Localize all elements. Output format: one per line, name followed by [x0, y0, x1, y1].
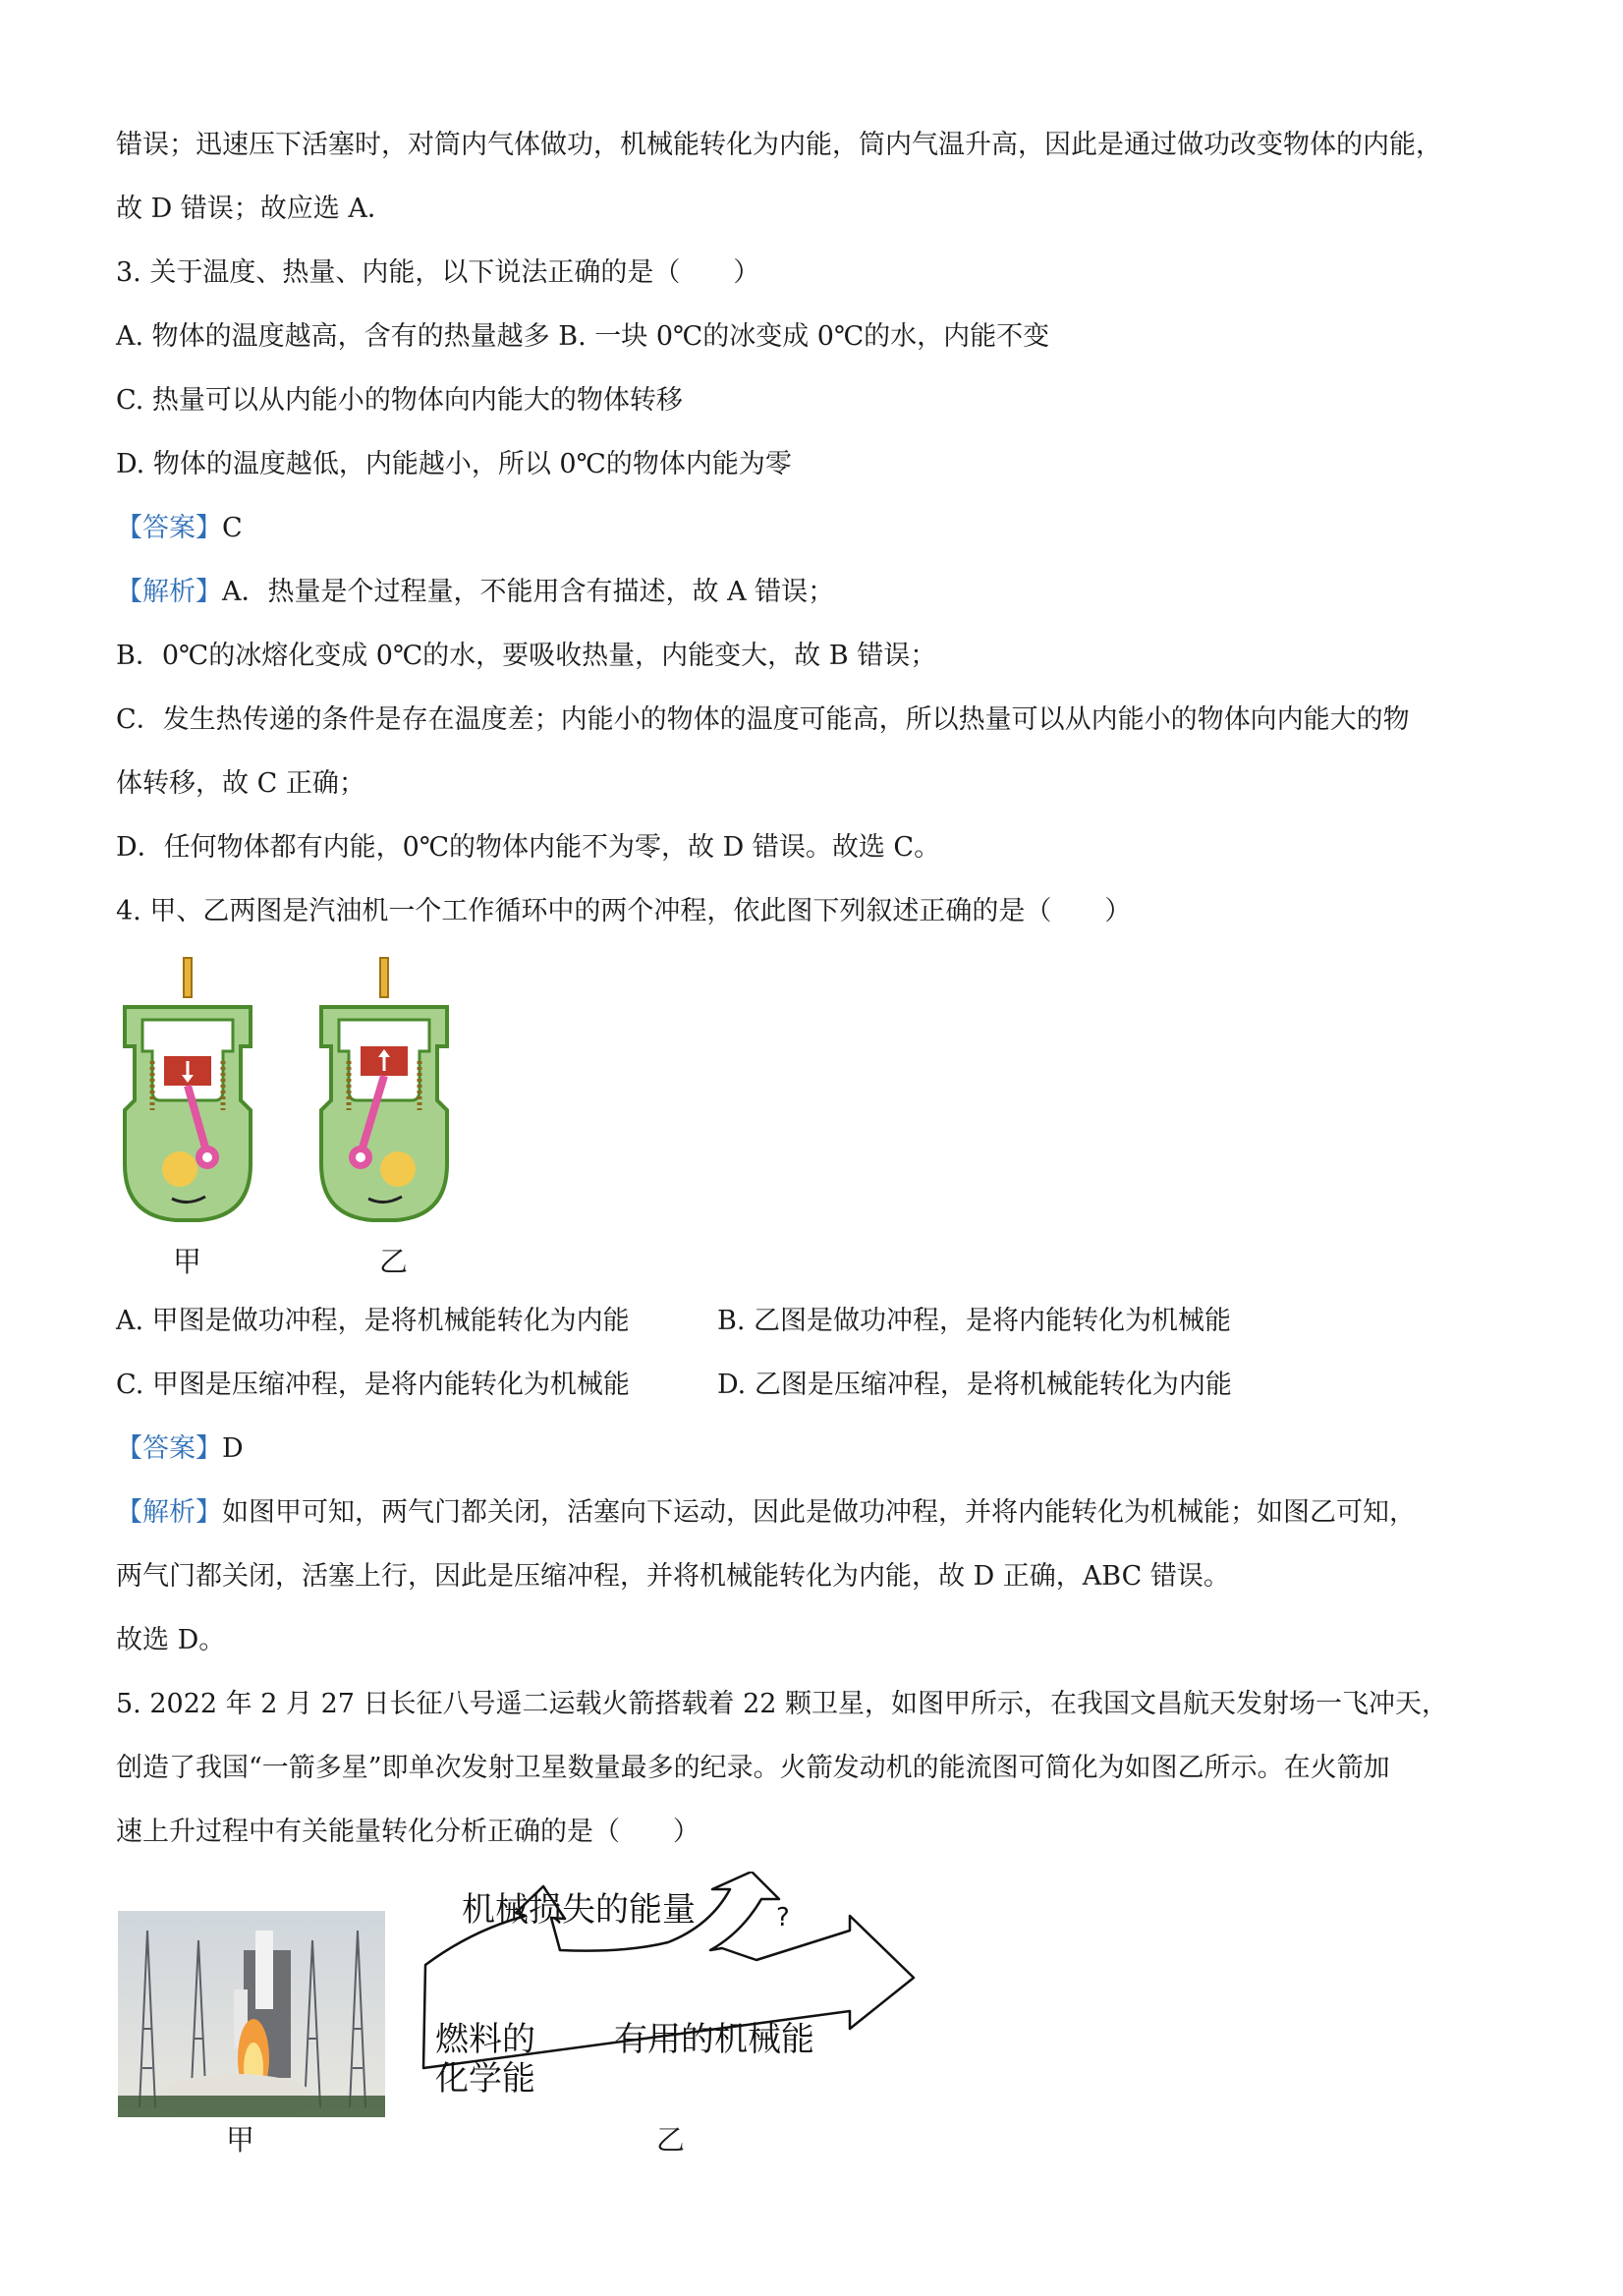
q4-answer [116, 1429, 1531, 1469]
q4-option-b: B. 乙图是做功冲程，是将内能转化为机械能 [717, 1306, 1232, 1336]
flow-diagram-label: 乙 [656, 2123, 686, 2156]
flow-fuel-label-2: 化学能 [435, 2059, 535, 2099]
text-line-2: 故 D 错误；故应选 A． [116, 194, 394, 224]
q4-analysis-cont: 两气门都关闭，活塞上行，因此是压缩冲程，并将机械能转化为内能，故 D 正确，ABC 错误。 [116, 1561, 1230, 1592]
q3-option-d: D. 物体的温度越低，内能越小，所以 0℃的物体内能为零 [116, 449, 792, 479]
q4-option-a: A. 甲图是做功冲程，是将机械能转化为内能 [116, 1306, 630, 1336]
q3-options-ab: A. 物体的温度越高，含有的热量越多 B. 一块 0℃的冰变成 0℃的水，内能不变 [116, 321, 1050, 352]
flow-useful-label: 有用的机械能 [614, 2020, 814, 2059]
answer-value: D [222, 1433, 244, 1464]
rocket-launch-photo [118, 1911, 385, 2117]
engine-jia-label: 甲 [173, 1245, 202, 1278]
answer-tag: 【答案】 [116, 1433, 222, 1464]
analysis-text: A．热量是个过程量，不能用含有描述，故 A 错误； [222, 577, 835, 607]
analysis-tag: 【解析】 [116, 1497, 222, 1528]
q3-analysis-d: D．任何物体都有内能，0℃的物体内能不为零，故 D 错误。故选 C。 [116, 832, 941, 863]
answer-tag: 【答案】 [116, 513, 222, 543]
q4-option-c: C. 甲图是压缩冲程，是将内能转化为机械能 [116, 1370, 630, 1400]
text-line-1: 错误；迅速压下活塞时，对筒内气体做功，机械能转化为内能，筒内气温升高，因此是通过做功改变物体的内能， [116, 130, 1442, 160]
q4-analysis [116, 1493, 1531, 1533]
analysis-tag: 【解析】 [116, 577, 222, 607]
flow-fuel-label-1: 燃料的 [435, 2020, 535, 2059]
question-4-stem: 4. 甲、乙两图是汽油机一个工作循环中的两个冲程，依此图下列叙述正确的是（ ） [116, 896, 1132, 926]
engine-figures [113, 953, 486, 1282]
flow-loss-label: 机械损失的能量 [462, 1890, 696, 1930]
q3-analysis-c-cont: 体转移，故 C 正确； [116, 768, 365, 799]
engine-jia-diagram [125, 958, 251, 1220]
question-5-stem-1: 5. 2022 年 2 月 27 日长征八号遥二运载火箭搭载着 22 颗卫星，如图甲所示，在我国文昌航天发射场一飞冲天， [116, 1689, 1449, 1719]
analysis-text: 如图甲可知，两气门都关闭，活塞向下运动，因此是做功冲程，并将内能转化为机械能；如图乙可知， [222, 1497, 1416, 1528]
question-5-stem-3: 速上升过程中有关能量转化分析正确的是（ ） [116, 1817, 700, 1847]
q4-conclusion: 故选 D。 [116, 1625, 226, 1655]
answer-value: C [222, 513, 243, 543]
rocket-label: 甲 [226, 2123, 255, 2156]
engine-yi-label: 乙 [379, 1245, 409, 1278]
question-5-stem-2: 创造了我国“一箭多星”即单次发射卫星数量最多的纪录。火箭发动机的能流图可简化为如图乙所示。在火箭加 [116, 1753, 1390, 1783]
q4-option-d: D. 乙图是压缩冲程，是将机械能转化为内能 [717, 1370, 1232, 1400]
q3-analysis-b: B．0℃的冰熔化变成 0℃的水，要吸收热量，内能变大，故 B 错误； [116, 641, 937, 671]
q3-analysis-c: C．发生热传递的条件是存在温度差；内能小的物体的温度可能高，所以热量可以从内能小的物体向内能大的物 [116, 704, 1410, 735]
engine-yi-diagram [321, 958, 447, 1220]
q3-answer [116, 509, 1531, 548]
q3-option-c: C. 热量可以从内能小的物体向内能大的物体转移 [116, 385, 683, 416]
q3-analysis-a [116, 573, 1531, 612]
flow-question-mark: ? [776, 1903, 790, 1932]
energy-flow-diagram [418, 1872, 928, 2127]
question-3-stem: 3. 关于温度、热量、内能，以下说法正确的是（ ） [116, 257, 760, 288]
